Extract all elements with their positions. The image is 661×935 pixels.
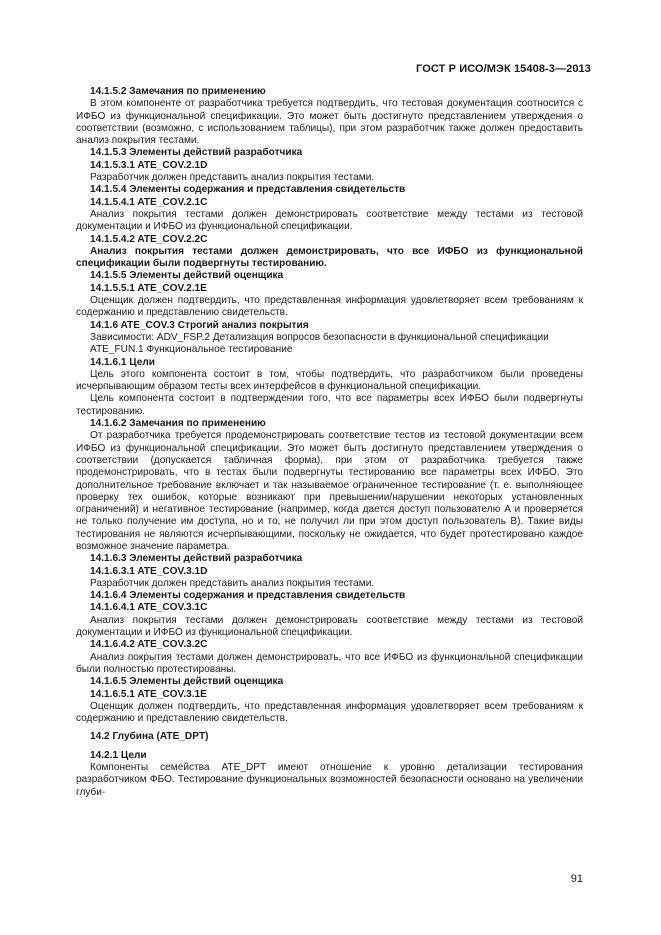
section-heading: 14.2 Глубина (ATE_DPT) [90,731,209,743]
section-heading: 14.1.6.5.1 ATE_COV.3.1E [90,688,207,700]
section-heading: 14.1.6.4 Элементы содержания и представления свидетельств [90,590,406,602]
section-heading: 14.1.5.3.1 ATE_COV.2.1D [90,159,208,171]
section-heading: 14.1.6.3 Элементы действий разработчика [90,553,303,565]
paragraph: Компоненты семейства ATE_DPT имеют отношение к уровню детализации тестирования разработчиком ФБО. Тестирование функциональных возможностей безопасности основано на увеличении глуби- [76,762,583,798]
section-heading: 14.1.5.4.1 ATE_COV.2.1C [90,196,208,208]
paragraph: Разработчик должен представить анализ покрытия тестами. [90,172,375,184]
document-code: ГОСТ Р ИСО/МЭК 15408-3—2013 [416,63,591,75]
section-heading: 14.1.6.5 Элементы действий оценщика [90,676,284,688]
paragraph: Оценщик должен подтвердить, что представленная информация удовлетворяет всем требованиям к содержанию и представлению свидетельств. [76,700,583,725]
paragraph: От разработчика требуется продемонстрировать соответствие тестов из тестовой документации всем ИФБО из функциональной спецификации. Это может быть достигнуто представлением утверждения о соответствии (допускается табличная форма), при этом от разработчика требуется также продемонстрировать, что в тестах были подвергнуты тестированию все параметры всех ИФБО. Это дополнительное требование включает и так называемое ограниченное тестирование (т. е. выполняющее проверку тех ошибок, которые возникают при превышении/нарушении некоторых установленных ограничений) и негативное тестирование (например, когда дается доступ пользователю A и проверяется не только получение им доступа, но и то, не получил ли при этом доступ пользователь B). Такие виды тестирования не являются исчерпывающими, поскольку не ожидается, что будет протестировано каждое возможное значение параметра. [76,430,583,552]
section-heading: 14.1.6.1 Цели [90,356,156,368]
dependency-line: Зависимости: ADV_FSP.2 Детализация вопросов безопасности в функциональной спецификации [90,331,549,343]
section-heading: 14.1.5.5.1 ATE_COV.2.1E [90,282,207,294]
section-heading: 14.1.5.4.2 ATE_COV.2.2C [90,233,208,245]
paragraph: Цель компонента состоит в подтверждении того, что все параметры всех ИФБО были подвергнуты тестированию. [76,393,583,417]
section-heading: 14.1.6.2 Замечания по применению [90,418,266,430]
paragraph: Оценщик должен подтвердить, что представленная информация удовлетворяет всем требованиям к содержанию и представлению свидетельств. [76,295,583,319]
paragraph: Анализ покрытия тестами должен демонстрировать соответствие между тестами из тестовой документации и ИФБО из функциональной спецификации. [76,614,583,639]
section-heading: 14.1.6.4.1 ATE_COV.3.1C [90,602,208,614]
paragraph: Разработчик должен представить анализ покрытия тестами. [90,577,375,589]
bold-paragraph: Анализ покрытия тестами должен демонстрировать, что все ИФБО из функциональной спецификации были подвергнуты тестированию. [76,245,583,270]
section-heading: 14.1.5.3 Элементы действий разработчика [90,147,303,159]
paragraph: Анализ покрытия тестами должен демонстрировать, что все ИФБО из функциональной спецификации были полностью протестированы. [76,651,583,675]
paragraph: В этом компоненте от разработчика требуется подтвердить, что тестовая документация соотносится с ИФБО из функциональной спецификации. Это может быть достигнуто представлением утверждения о соответствии (возможно, с использованием таблицы), при этом разработчик также должен предоставить анализ покрытия тестами. [76,98,583,147]
section-heading: 14.1.5.5 Элементы действий оценщика [90,270,284,282]
document-body [76,86,583,799]
section-heading: 14.1.6 ATE_COV.3 Строгий анализ покрытия [90,319,309,331]
section-heading: 14.1.5.2 Замечания по применению [90,86,266,97]
page-number: 91 [570,873,583,885]
section-heading: 14.1.6.3.1 ATE_COV.3.1D [90,565,208,577]
dependency-line: ATE_FUN.1 Функциональное тестирование [90,344,293,356]
paragraph: Цель этого компонента состоит в том, чтобы подтвердить, что разработчиком были проведены исчерпывающим образом тесты всех интерфейсов в функциональной спецификации. [76,368,583,393]
section-heading: 14.2.1 Цели [90,749,147,761]
section-heading: 14.1.6.4.2 ATE_COV.3.2C [90,639,208,651]
paragraph: Анализ покрытия тестами должен демонстрировать соответствие между тестами из тестовой документации и ИФБО из функциональной спецификации. [76,208,583,233]
section-heading: 14.1.5.4 Элементы содержания и представления свидетельств [90,184,406,196]
